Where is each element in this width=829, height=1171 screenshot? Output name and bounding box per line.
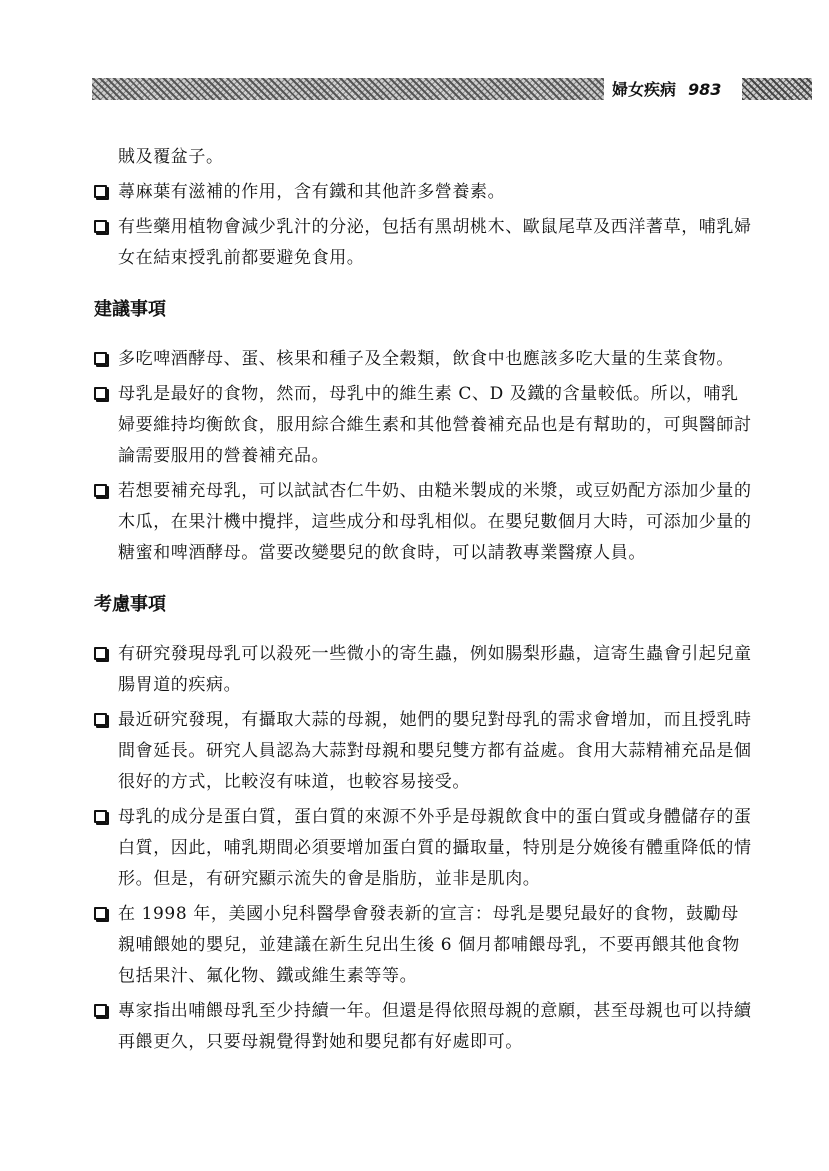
list-item bbox=[94, 705, 754, 798]
checkbox-bullet-icon bbox=[94, 647, 107, 660]
checkbox-bullet-icon bbox=[94, 484, 107, 497]
list-item bbox=[94, 802, 754, 895]
page-body bbox=[94, 142, 754, 1062]
list-item bbox=[94, 177, 754, 208]
section-title-considerations: 考慮事項 bbox=[94, 594, 166, 615]
checkbox-bullet-icon bbox=[94, 387, 107, 400]
list-item-text: 專家指出哺餵母乳至少持續一年。但還是得依照母親的意願，甚至母親也可以持續再餵更久，只要母親覺得對她和嬰兒都有好處即可。 bbox=[118, 1001, 752, 1052]
list-item bbox=[94, 344, 754, 375]
continuation-text: 賊及覆盆子。 bbox=[118, 147, 224, 167]
list-item-text: 若想要補充母乳，可以試試杏仁牛奶、由糙米製成的米漿，或豆奶配方添加少量的木瓜，在果汁機中攪拌，這些成分和母乳相似。在嬰兒數個月大時，可添加少量的糖蜜和啤酒酵母。當要改變嬰兒的飲食時，可以請教專業醫療人員。 bbox=[118, 481, 752, 563]
checkbox-bullet-icon bbox=[94, 810, 107, 823]
list-item-text: 最近研究發現，有攝取大蒜的母親，她們的嬰兒對母乳的需求會增加，而且授乳時間會延長。研究人員認為大蒜對母親和嬰兒雙方都有益處。食用大蒜精補充品是個很好的方式，比較沒有味道，也較容易接受。 bbox=[118, 710, 752, 792]
checkbox-bullet-icon bbox=[94, 713, 107, 726]
list-item bbox=[94, 899, 754, 992]
list-item-text: 在 1998 年，美國小兒科醫學會發表新的宣言：母乳是嬰兒最好的食物，鼓勵母親哺餵她的嬰兒，並建議在新生兒出生後 6 個月都哺餵母乳，不要再餵其他食物包括果汁、氟化物、鐵或維生素等等。 bbox=[118, 904, 740, 986]
list-item bbox=[94, 379, 754, 472]
list-item bbox=[94, 996, 754, 1058]
checkbox-bullet-icon bbox=[94, 352, 107, 365]
section-title-recommendations: 建議事項 bbox=[94, 299, 166, 320]
list-item-text: 多吃啤酒酵母、蛋、核果和種子及全穀類，飲食中也應該多吃大量的生菜食物。 bbox=[118, 349, 734, 369]
checkbox-bullet-icon bbox=[94, 1004, 107, 1017]
list-item-text: 有些藥用植物會減少乳汁的分泌，包括有黑胡桃木、歐鼠尾草及西洋蓍草，哺乳婦女在結束授乳前都要避免食用。 bbox=[118, 217, 752, 268]
header-pattern-decoration-right bbox=[742, 78, 812, 100]
header-pattern-decoration bbox=[92, 78, 604, 100]
list-item bbox=[94, 476, 754, 569]
list-item bbox=[94, 639, 754, 701]
checkbox-bullet-icon bbox=[94, 907, 107, 920]
list-item-text: 有研究發現母乳可以殺死一些微小的寄生蟲，例如腸梨形蟲，這寄生蟲會引起兒童腸胃道的疾病。 bbox=[118, 644, 752, 695]
list-item-text: 母乳的成分是蛋白質，蛋白質的來源不外乎是母親飲食中的蛋白質或身體儲存的蛋白質，因此，哺乳期間必須要增加蛋白質的攝取量，特別是分娩後有體重降低的情形。但是，有研究顯示流失的會是脂肪，並非是肌肉。 bbox=[118, 807, 752, 889]
list-item bbox=[94, 212, 754, 274]
list-item-text: 母乳是最好的食物，然而，母乳中的維生素 C、D 及鐵的含量較低。所以，哺乳婦要維持均衡飲食，服用綜合維生素和其他營養補充品也是有幫助的，可與醫師討論需要服用的營養補充品。 bbox=[118, 384, 752, 466]
running-head-text bbox=[612, 79, 732, 101]
running-header bbox=[92, 74, 812, 104]
list-item-text: 蕁麻葉有滋補的作用，含有鐵和其他許多營養素。 bbox=[118, 182, 506, 202]
chapter-title: 婦女疾病 bbox=[612, 80, 677, 99]
checkbox-bullet-icon bbox=[94, 220, 107, 233]
page-number: 983 bbox=[688, 80, 722, 99]
checkbox-bullet-icon bbox=[94, 185, 107, 198]
